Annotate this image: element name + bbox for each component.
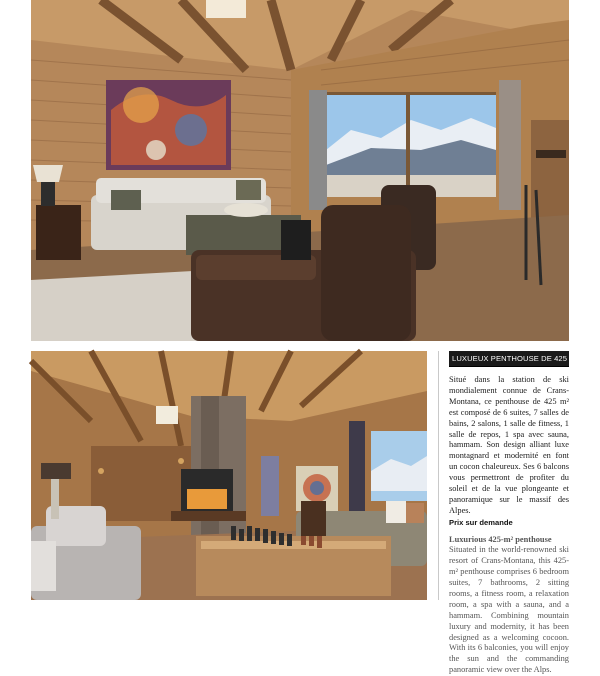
price-label: Prix sur demande — [449, 517, 513, 527]
article-column — [449, 351, 579, 675]
description-english: Situated in the world-renowned ski resort of Crans-Montana, this 425-m² penthouse comprises 6 bedroom suites, 7 bathrooms, 2 sitting rooms, a fitness room, a relaxation room, a spa with a sauna, and a hammam. Combining mountain luxury and modernity, it has been designed as a welcoming cocoon. With its 6 balconies, you will enjoy the sun and the commanding panoramic view over the Alps. — [449, 545, 569, 675]
column-divider — [438, 351, 439, 600]
chalet-lounge-photo — [31, 351, 427, 600]
article-headline: LUXUEUX PENTHOUSE DE 425 M² — [449, 351, 569, 367]
living-room-photo — [31, 0, 569, 341]
english-title: Luxurious 425-m² penthouse — [449, 534, 552, 544]
description-french: Situé dans la station de ski mondialement connue de Crans- Montana, ce penthouse de 425 m² est composé de 6 suites, 7 salles de bains, 2 salons, 1 salle de fitness, 1 salle de repos, 1 spa avec sauna, hammam. Son design alliant luxe montagnard et modernité en font un cocon chaleureux. Ses 6 balcons vous permettront de profiter du soleil et de la vue plongeante et panoramique sur le massif des Alpes. — [449, 375, 569, 515]
